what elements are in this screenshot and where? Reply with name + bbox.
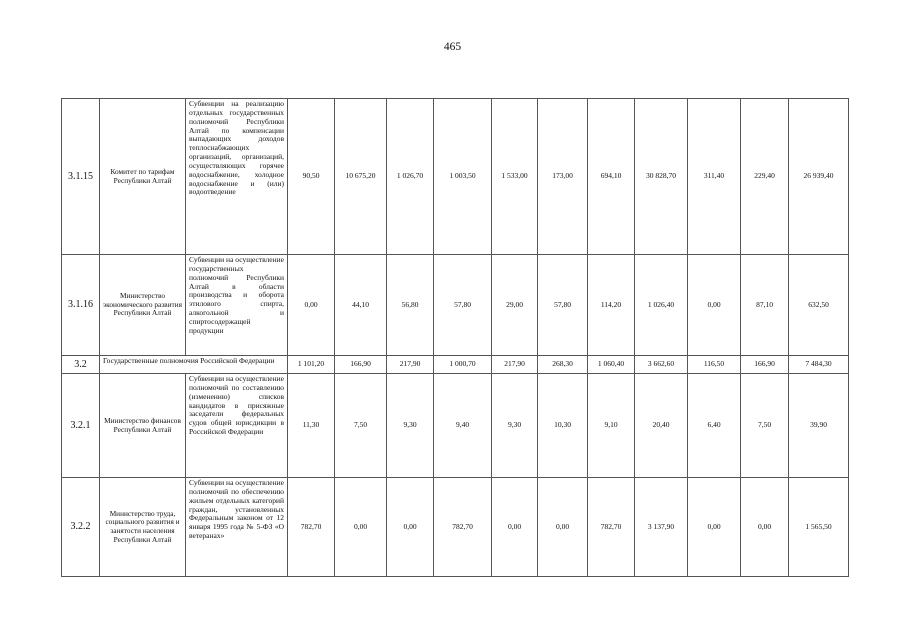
- value-cell: 217,90: [492, 356, 538, 374]
- value-cell: 0,00: [335, 478, 387, 577]
- value-cell: 173,00: [538, 99, 588, 255]
- row-code: 3.1.16: [62, 255, 100, 356]
- row-code: 3.1.15: [62, 99, 100, 255]
- value-cell: 268,30: [538, 356, 588, 374]
- value-cell: 29,00: [492, 255, 538, 356]
- value-cell: 87,10: [741, 255, 789, 356]
- value-cell: 116,50: [688, 356, 741, 374]
- row-organization: Комитет по тарифам Республики Алтай: [100, 99, 186, 255]
- value-cell: 6,40: [688, 374, 741, 478]
- table-row: [62, 478, 849, 577]
- value-cell: 1 533,00: [492, 99, 538, 255]
- row-description: Субвенции на осуществление государственных полномочий Республики Алтай в области производства и оборота этилового спирта, алкогольной и спиртосодержащей продукции: [186, 255, 288, 356]
- value-cell: 11,30: [288, 374, 335, 478]
- value-cell: 3 137,90: [635, 478, 688, 577]
- value-cell: 114,20: [588, 255, 635, 356]
- value-cell: 7 484,30: [789, 356, 849, 374]
- value-cell: 30 828,70: [635, 99, 688, 255]
- value-cell: 632,50: [789, 255, 849, 356]
- row-description: Государственные полномочия Российской Федерации: [100, 356, 288, 374]
- value-cell: 56,80: [387, 255, 434, 356]
- value-cell: 20,40: [635, 374, 688, 478]
- value-cell: 229,40: [741, 99, 789, 255]
- value-cell: 9,40: [434, 374, 492, 478]
- value-cell: 39,90: [789, 374, 849, 478]
- value-cell: 7,50: [741, 374, 789, 478]
- value-cell: 166,90: [741, 356, 789, 374]
- value-cell: 1 003,50: [434, 99, 492, 255]
- value-cell: 782,70: [434, 478, 492, 577]
- value-cell: 0,00: [288, 255, 335, 356]
- value-cell: 9,30: [492, 374, 538, 478]
- value-cell: 44,10: [335, 255, 387, 356]
- value-cell: 0,00: [387, 478, 434, 577]
- row-description: Субвенции на осуществление полномочий по составлению (изменению) списков кандидатов в присяжные заседатели федеральных судов общей юрисдикции в Российской Федерации: [186, 374, 288, 478]
- value-cell: 311,40: [688, 99, 741, 255]
- value-cell: 166,90: [335, 356, 387, 374]
- value-cell: 1 060,40: [588, 356, 635, 374]
- value-cell: 7,50: [335, 374, 387, 478]
- row-code: 3.2: [62, 356, 100, 374]
- page-number: 465: [443, 41, 462, 53]
- value-cell: 0,00: [741, 478, 789, 577]
- value-cell: 782,70: [288, 478, 335, 577]
- value-cell: 1 026,40: [635, 255, 688, 356]
- value-cell: 0,00: [688, 478, 741, 577]
- value-cell: 9,10: [588, 374, 635, 478]
- value-cell: 9,30: [387, 374, 434, 478]
- subvention-table: [61, 98, 849, 577]
- row-organization: Министерство труда, социального развития и занятости населения Республики Алтай: [100, 478, 186, 577]
- row-code: 3.2.1: [62, 374, 100, 478]
- row-description: Субвенции на реализацию отдельных государственных полномочий Республики Алтай по компенсации выпадающих доходов теплоснабжающих организаций, организаций, осуществляющих горячее водоснабжение, холодное водоснабжение и (или) водоотведение: [186, 99, 288, 255]
- value-cell: 0,00: [538, 478, 588, 577]
- row-code: 3.2.2: [62, 478, 100, 577]
- table-row: [62, 99, 849, 255]
- value-cell: 1 000,70: [434, 356, 492, 374]
- value-cell: 782,70: [588, 478, 635, 577]
- value-cell: 1 101,20: [288, 356, 335, 374]
- value-cell: 694,10: [588, 99, 635, 255]
- row-organization: Министерство финансов Республики Алтай: [100, 374, 186, 478]
- value-cell: 26 939,40: [789, 99, 849, 255]
- value-cell: 217,90: [387, 356, 434, 374]
- row-organization: Министерство экономического развития Республики Алтай: [100, 255, 186, 356]
- value-cell: 1 026,70: [387, 99, 434, 255]
- value-cell: 3 662,60: [635, 356, 688, 374]
- table-row: [62, 356, 849, 374]
- value-cell: 57,80: [538, 255, 588, 356]
- table-row: [62, 255, 849, 356]
- value-cell: 10 675,20: [335, 99, 387, 255]
- value-cell: 0,00: [492, 478, 538, 577]
- value-cell: 10,30: [538, 374, 588, 478]
- value-cell: 1 565,50: [789, 478, 849, 577]
- row-description: Субвенции на осуществление полномочий по обеспечению жильем отдельных категорий граждан, установленных Федеральным законом от 12 января 1995 года № 5-ФЗ «О ветеранах»: [186, 478, 288, 577]
- value-cell: 90,50: [288, 99, 335, 255]
- table-row: [62, 374, 849, 478]
- value-cell: 57,80: [434, 255, 492, 356]
- value-cell: 0,00: [688, 255, 741, 356]
